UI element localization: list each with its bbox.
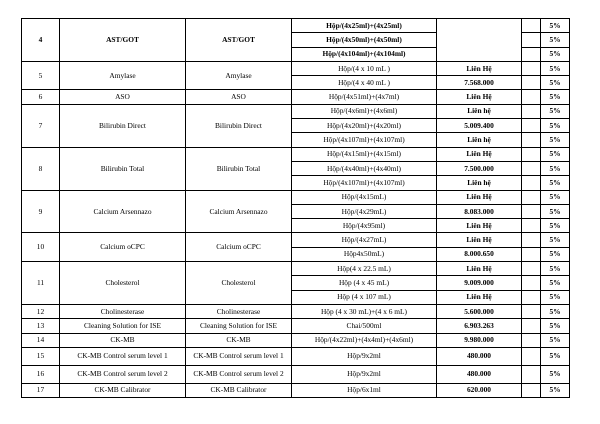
packaging-cell: Hộp/6x1ml	[292, 383, 437, 397]
packaging-cell: Hộp4x50mL)	[292, 247, 437, 261]
spacer-cell	[522, 133, 541, 147]
spacer-cell	[522, 33, 541, 47]
vat-cell: 5%	[541, 147, 570, 161]
vat-cell: 5%	[541, 262, 570, 276]
product-name-alt-cell: CK-MB	[186, 333, 292, 347]
item-number-cell: 11	[22, 262, 60, 305]
product-name-alt-cell: Amylase	[186, 61, 292, 90]
product-name-cell: CK-MB Calibrator	[60, 383, 186, 397]
product-name-cell: Calcium Arsennazo	[60, 190, 186, 233]
product-name-cell: CK-MB Control serum level 2	[60, 365, 186, 383]
vat-cell: 5%	[541, 33, 570, 47]
item-number-cell: 7	[22, 104, 60, 147]
packaging-cell: Hộp/(4x25ml)+(4x25ml)	[292, 19, 437, 33]
product-name-cell: AST/GOT	[60, 19, 186, 62]
price-cell: Liên Hệ	[437, 233, 522, 247]
vat-cell: 5%	[541, 104, 570, 118]
vat-cell: 5%	[541, 90, 570, 104]
price-cell: 5.009.400	[437, 119, 522, 133]
price-cell: 620.000	[437, 383, 522, 397]
vat-cell: 5%	[541, 161, 570, 175]
price-cell: Liên Hệ	[437, 61, 522, 75]
packaging-cell: Hộp/(4x15ml)+(4x15ml)	[292, 147, 437, 161]
packaging-cell: Chai/500ml	[292, 319, 437, 333]
price-cell: Liên Hệ	[437, 219, 522, 233]
vat-cell: 5%	[541, 176, 570, 190]
product-name-alt-cell: Calcium Arsennazo	[186, 190, 292, 233]
price-cell: 8.083.000	[437, 204, 522, 218]
spacer-cell	[522, 147, 541, 161]
vat-cell: 5%	[541, 76, 570, 90]
packaging-cell: Hộp/(4x107ml)+(4x107ml)	[292, 176, 437, 190]
table-row	[22, 365, 570, 383]
table-row	[22, 347, 570, 365]
table-row	[22, 61, 570, 75]
product-name-alt-cell: Cleaning Solution for ISE	[186, 319, 292, 333]
price-cell: Liên Hệ	[437, 190, 522, 204]
spacer-cell	[522, 190, 541, 204]
price-cell: Liên hệ	[437, 176, 522, 190]
spacer-cell	[522, 383, 541, 397]
spacer-cell	[522, 161, 541, 175]
price-cell: Liên hệ	[437, 104, 522, 118]
packaging-cell: Hộp (4 x 45 mL)	[292, 276, 437, 290]
product-name-cell: Amylase	[60, 61, 186, 90]
product-name-cell: Cleaning Solution for ISE	[60, 319, 186, 333]
packaging-cell: Hộp/9x2ml	[292, 347, 437, 365]
packaging-cell: Hộp (4 x 107 mL)	[292, 290, 437, 304]
price-cell	[437, 19, 522, 62]
price-table	[21, 18, 570, 398]
vat-cell: 5%	[541, 133, 570, 147]
table-row	[22, 104, 570, 118]
table-row	[22, 90, 570, 104]
vat-cell: 5%	[541, 290, 570, 304]
spacer-cell	[522, 365, 541, 383]
item-number-cell: 14	[22, 333, 60, 347]
packaging-cell: Hộp/(4 x 40 mL )	[292, 76, 437, 90]
packaging-cell: Hộp/(4x22ml)+(4x4ml)+(4x6ml)	[292, 333, 437, 347]
price-cell: 6.903.263	[437, 319, 522, 333]
table-row	[22, 147, 570, 161]
item-number-cell: 8	[22, 147, 60, 190]
product-name-alt-cell: Cholesterol	[186, 262, 292, 305]
spacer-cell	[522, 119, 541, 133]
spacer-cell	[522, 304, 541, 318]
product-name-cell: Bilirubin Total	[60, 147, 186, 190]
product-name-alt-cell: AST/GOT	[186, 19, 292, 62]
vat-cell: 5%	[541, 333, 570, 347]
vat-cell: 5%	[541, 347, 570, 365]
spacer-cell	[522, 104, 541, 118]
product-name-cell: CK-MB	[60, 333, 186, 347]
price-cell: 480.000	[437, 365, 522, 383]
vat-cell: 5%	[541, 204, 570, 218]
item-number-cell: 13	[22, 319, 60, 333]
item-number-cell: 9	[22, 190, 60, 233]
product-name-cell: ASO	[60, 90, 186, 104]
price-cell: 9.980.000	[437, 333, 522, 347]
vat-cell: 5%	[541, 47, 570, 61]
vat-cell: 5%	[541, 304, 570, 318]
table-row	[22, 319, 570, 333]
item-number-cell: 17	[22, 383, 60, 397]
spacer-cell	[522, 290, 541, 304]
vat-cell: 5%	[541, 365, 570, 383]
spacer-cell	[522, 262, 541, 276]
packaging-cell: Hộp/(4x51ml)+(4x7ml)	[292, 90, 437, 104]
spacer-cell	[522, 47, 541, 61]
vat-cell: 5%	[541, 219, 570, 233]
packaging-cell: Hộp/(4x40ml)+(4x40ml)	[292, 161, 437, 175]
packaging-cell: Hộp/(4 x 10 mL )	[292, 61, 437, 75]
vat-cell: 5%	[541, 19, 570, 33]
price-cell: Liên Hệ	[437, 90, 522, 104]
price-cell: Liên Hệ	[437, 147, 522, 161]
spacer-cell	[522, 176, 541, 190]
packaging-cell: Hộp/(4x15mL)	[292, 190, 437, 204]
product-name-alt-cell: Bilirubin Direct	[186, 104, 292, 147]
price-cell: Liên Hệ	[437, 290, 522, 304]
vat-cell: 5%	[541, 233, 570, 247]
table-row	[22, 19, 570, 33]
product-name-cell: Cholesterol	[60, 262, 186, 305]
table-row	[22, 262, 570, 276]
table-row	[22, 383, 570, 397]
item-number-cell: 10	[22, 233, 60, 262]
spacer-cell	[522, 219, 541, 233]
vat-cell: 5%	[541, 61, 570, 75]
packaging-cell: Hộp (4 x 30 mL)+(4 x 6 mL)	[292, 304, 437, 318]
product-name-alt-cell: Bilirubin Total	[186, 147, 292, 190]
spacer-cell	[522, 319, 541, 333]
spacer-cell	[522, 76, 541, 90]
item-number-cell: 5	[22, 61, 60, 90]
packaging-cell: Hộp/(4x27mL)	[292, 233, 437, 247]
vat-cell: 5%	[541, 383, 570, 397]
price-cell: Liên hệ	[437, 133, 522, 147]
spacer-cell	[522, 333, 541, 347]
price-table-body	[22, 19, 570, 398]
price-cell: 480.000	[437, 347, 522, 365]
item-number-cell: 6	[22, 90, 60, 104]
spacer-cell	[522, 90, 541, 104]
price-cell: 9.009.000	[437, 276, 522, 290]
price-cell: 7.568.000	[437, 76, 522, 90]
packaging-cell: Hộp/(4x107ml)+(4x107ml)	[292, 133, 437, 147]
item-number-cell: 15	[22, 347, 60, 365]
spacer-cell	[522, 61, 541, 75]
packaging-cell: Hộp/9x2ml	[292, 365, 437, 383]
packaging-cell: Hộp/(4x29mL)	[292, 204, 437, 218]
spacer-cell	[522, 233, 541, 247]
price-cell: 8.000.650	[437, 247, 522, 261]
table-row	[22, 190, 570, 204]
packaging-cell: Hộp/(4x20ml)+(4x20ml)	[292, 119, 437, 133]
vat-cell: 5%	[541, 247, 570, 261]
table-row	[22, 233, 570, 247]
packaging-cell: Hộp/(4x95ml)	[292, 219, 437, 233]
vat-cell: 5%	[541, 119, 570, 133]
vat-cell: 5%	[541, 190, 570, 204]
vat-cell: 5%	[541, 276, 570, 290]
table-row	[22, 304, 570, 318]
product-name-alt-cell: CK-MB Calibrator	[186, 383, 292, 397]
spacer-cell	[522, 19, 541, 33]
vat-cell: 5%	[541, 319, 570, 333]
spacer-cell	[522, 204, 541, 218]
product-name-alt-cell: Calcium oCPC	[186, 233, 292, 262]
packaging-cell: Hộp(4 x 22.5 mL)	[292, 262, 437, 276]
product-name-cell: Calcium oCPC	[60, 233, 186, 262]
packaging-cell: Hộp/(4x50ml)+(4x50ml)	[292, 33, 437, 47]
product-name-alt-cell: Cholinesterase	[186, 304, 292, 318]
product-name-alt-cell: CK-MB Control serum level 1	[186, 347, 292, 365]
product-name-cell: Cholinesterase	[60, 304, 186, 318]
product-name-alt-cell: ASO	[186, 90, 292, 104]
product-name-alt-cell: CK-MB Control serum level 2	[186, 365, 292, 383]
spacer-cell	[522, 276, 541, 290]
spacer-cell	[522, 347, 541, 365]
packaging-cell: Hộp/(4x6ml)+(4x6ml)	[292, 104, 437, 118]
item-number-cell: 16	[22, 365, 60, 383]
product-name-cell: Bilirubin Direct	[60, 104, 186, 147]
spacer-cell	[522, 247, 541, 261]
product-name-cell: CK-MB Control serum level 1	[60, 347, 186, 365]
price-cell: 7.500.000	[437, 161, 522, 175]
table-row	[22, 333, 570, 347]
item-number-cell: 4	[22, 19, 60, 62]
price-cell: Liên Hệ	[437, 262, 522, 276]
price-cell: 5.600.000	[437, 304, 522, 318]
packaging-cell: Hộp/(4x104ml)+(4x104ml)	[292, 47, 437, 61]
item-number-cell: 12	[22, 304, 60, 318]
